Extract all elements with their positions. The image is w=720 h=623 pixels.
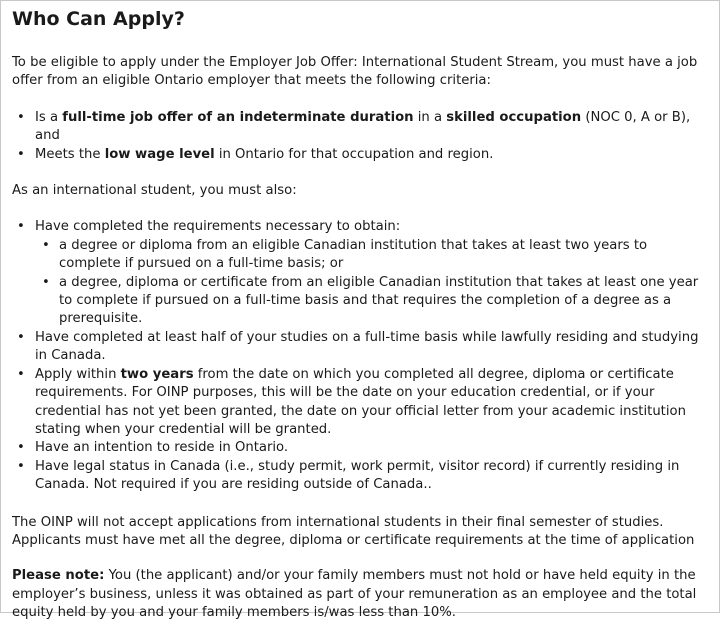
intro-paragraph: To be eligible to apply under the Employer Job Offer: International Student Stream, you must have a job offer from an eligible Ontario employer that meets the following criteria: (12, 55, 698, 89)
also-intro: As an international student, you must also: (12, 183, 297, 199)
requirement-text: Apply within (35, 366, 121, 382)
requirement-bold: two years (120, 366, 194, 382)
criteria-item-full-time (12, 109, 708, 146)
requirements-list (12, 218, 708, 494)
requirement-text: Have completed the requirements necessary to obtain: (35, 219, 401, 235)
note-label: Please note: (12, 568, 105, 584)
criteria-text: in Ontario for that occupation and region. (214, 146, 494, 162)
credential-two-year: • a degree or diploma from an eligible Canadian institution that takes at least two years to complete if pursued on a full-time basis; or (35, 237, 708, 274)
final-semester-paragraph: The OINP will not accept applications from international students in their final semester of studies. Applicants must have met all the degree, diploma or certificate requirements at the time of application (12, 514, 695, 548)
criteria-list (12, 109, 708, 164)
document-body (12, 0, 708, 623)
credential-one-year: • a degree, diploma or certificate from an eligible Canadian institution that takes at least one year to complete if pursued on a full-time basis and that requires the completion of a degree as a prerequisite. (35, 274, 708, 329)
criteria-bold: skilled occupation (446, 109, 582, 125)
note-paragraph (12, 567, 708, 622)
requirement-reside: • Have an intention to reside in Ontario. (12, 439, 708, 457)
requirement-text: from the date on which you completed all degree, diploma or certificate requirements. For OINP purposes, this will be the date on your education credential, or if your credential has not yet been granted, the date on your official letter from your academic institution stating when your credential will be granted. (35, 366, 686, 437)
requirement-two-years (12, 366, 708, 440)
requirement-legal-status: • Have legal status in Canada (i.e., study permit, work permit, visitor record) if currently residing in Canada. Not required if you are residing outside of Canada.. (12, 458, 708, 495)
criteria-text: Is a (35, 109, 63, 125)
note-text: You (the applicant) and/or your family members must not hold or have held equity in the employer’s business, unless it was obtained as part of your remuneration as an employee and the total equity held by you and your family members is/was less than 10%. (12, 568, 697, 621)
criteria-text: in a (413, 109, 447, 125)
requirement-completed (12, 218, 708, 328)
criteria-text: (NOC 0, A or B), and (35, 109, 691, 144)
criteria-bold: low wage level (104, 146, 215, 162)
requirement-half-studies: • Have completed at least half of your studies on a full-time basis while lawfully residing and studying in Canada. (12, 329, 708, 366)
criteria-item-wage (12, 146, 708, 164)
criteria-text: Meets the (35, 146, 105, 162)
criteria-bold: full-time job offer of an indeterminate duration (62, 109, 414, 125)
page-title: Who Can Apply? (12, 8, 185, 30)
credential-sublist (35, 237, 708, 329)
